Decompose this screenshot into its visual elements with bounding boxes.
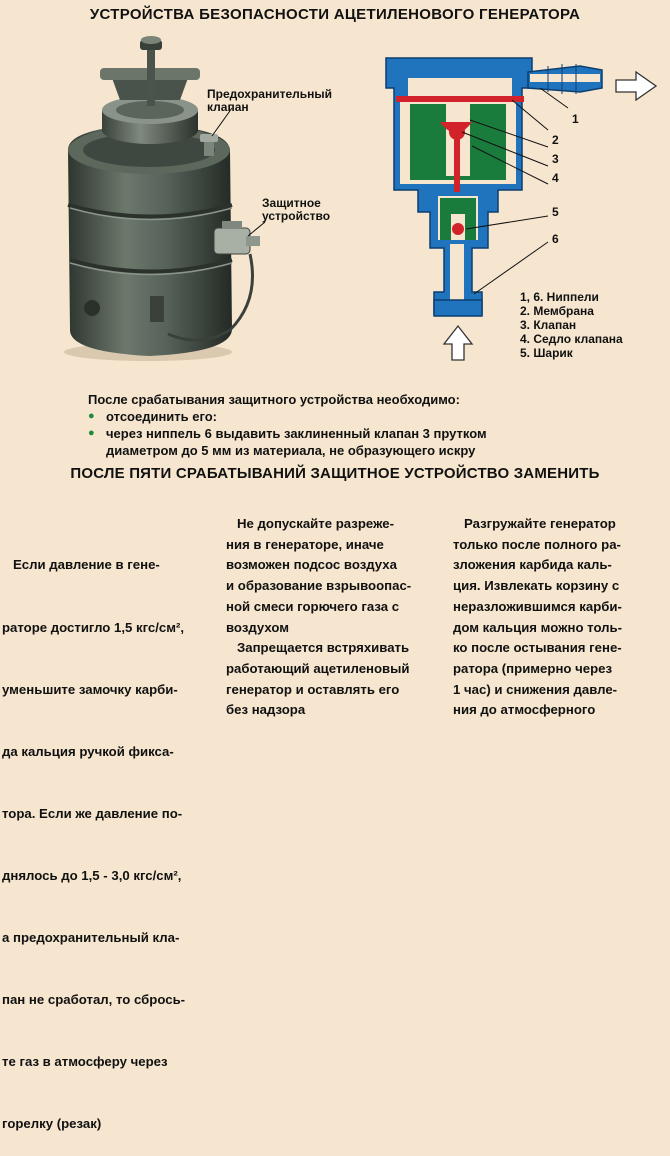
note-bullet	[88, 408, 487, 425]
text-line: уменьшите замочку карби-	[2, 681, 178, 697]
replace-heading: ПОСЛЕ ПЯТИ СРАБАТЫВАНИЙ ЗАЩИТНОЕ УСТРОЙСТВО ЗАМЕНИТЬ	[70, 465, 600, 482]
protective-device-label-line1: Защитное	[262, 196, 321, 210]
text-line: возможен подсос воздуха	[226, 557, 397, 573]
text-line: Не допускайте разреже-	[226, 516, 394, 531]
text-line: ния до атмосферного	[453, 702, 596, 718]
callout-6: 6	[552, 232, 559, 246]
legend-item: 3. Клапан	[520, 318, 577, 332]
safety-valve-label	[207, 88, 332, 114]
parts-legend	[520, 290, 623, 360]
safety-valve-label-line1: Предохранительный	[207, 87, 333, 101]
note-bullet-continuation: диаметром до 5 мм из материала, не образующего искру	[106, 443, 476, 458]
text-line: неразложившимся карби-	[453, 598, 622, 614]
note-bullet	[88, 425, 487, 442]
protective-device-label-line2: устройство	[262, 209, 331, 223]
text-line: Запрещается встряхивать	[226, 640, 410, 656]
column-middle	[226, 514, 411, 721]
text-line: раторе достигло 1,5 кгс/см²,	[2, 619, 185, 635]
legend-item: 2. Мембрана	[520, 304, 594, 318]
text-line: без надзора	[226, 702, 306, 718]
text-line: ния в генераторе, иначе	[226, 536, 384, 552]
column-left	[2, 514, 185, 1156]
text-line: ко после остывания гене-	[453, 640, 622, 656]
text-line: Если давление в гене-	[2, 557, 160, 573]
bullet-icon: ●	[88, 410, 95, 422]
legend-item: 4. Седло клапана	[520, 332, 623, 346]
page-title: УСТРОЙСТВА БЕЗОПАСНОСТИ АЦЕТИЛЕНОВОГО ГЕНЕРАТОРА	[89, 6, 581, 23]
text-line: Разгружайте генератор	[453, 516, 616, 531]
note-intro: После срабатывания защитного устройства необходимо:	[88, 392, 460, 407]
text-line: и образование взрывоопас-	[226, 578, 412, 594]
note-bullet-text: отсоединить его:	[106, 409, 218, 424]
legend-item: 1, 6. Ниппели	[520, 290, 599, 304]
text-line: тора. Если же давление по-	[2, 805, 183, 821]
text-line: воздухом	[226, 619, 290, 635]
text-line: да кальция ручкой фикса-	[2, 743, 174, 759]
text-line: ратора (примерно через	[453, 660, 613, 676]
callout-4: 4	[552, 171, 559, 185]
acetylene-generator	[64, 36, 265, 361]
callout-3: 3	[552, 152, 559, 166]
text-line: а предохранительный кла-	[2, 930, 180, 946]
reset-instructions	[88, 391, 487, 459]
legend-item: 5. Шарик	[520, 346, 573, 360]
note-bullet-text: через ниппель 6 выдавить заклиненный клапан 3 прутком	[106, 426, 487, 441]
text-line: только после полного ра-	[453, 536, 621, 552]
callout-2: 2	[552, 133, 559, 147]
text-line: работающий ацетиленовый	[226, 660, 410, 676]
text-line: днялось до 1,5 - 3,0 кгс/см²,	[2, 867, 182, 883]
text-line: ной смеси горючего газа с	[226, 598, 400, 614]
callout-1: 1	[572, 112, 579, 126]
text-line: дом кальция можно толь-	[453, 619, 623, 635]
text-line: горелку (резак)	[2, 1116, 102, 1132]
bullet-icon: ●	[88, 427, 95, 439]
safety-valve-label-line2: клапан	[207, 100, 249, 114]
column-right	[453, 514, 622, 721]
text-line: 1 час) и снижения давле-	[453, 681, 618, 697]
text-line: те газ в атмосферу через	[2, 1054, 168, 1070]
text-line: зложения карбида каль-	[453, 557, 612, 573]
text-line: пан не сработал, то сбрось-	[2, 992, 186, 1008]
text-line: генератор и оставлять его	[226, 681, 400, 697]
protective-device-label	[262, 197, 330, 223]
text-line: ция. Извлекать корзину с	[453, 578, 620, 594]
callout-5: 5	[552, 205, 559, 219]
